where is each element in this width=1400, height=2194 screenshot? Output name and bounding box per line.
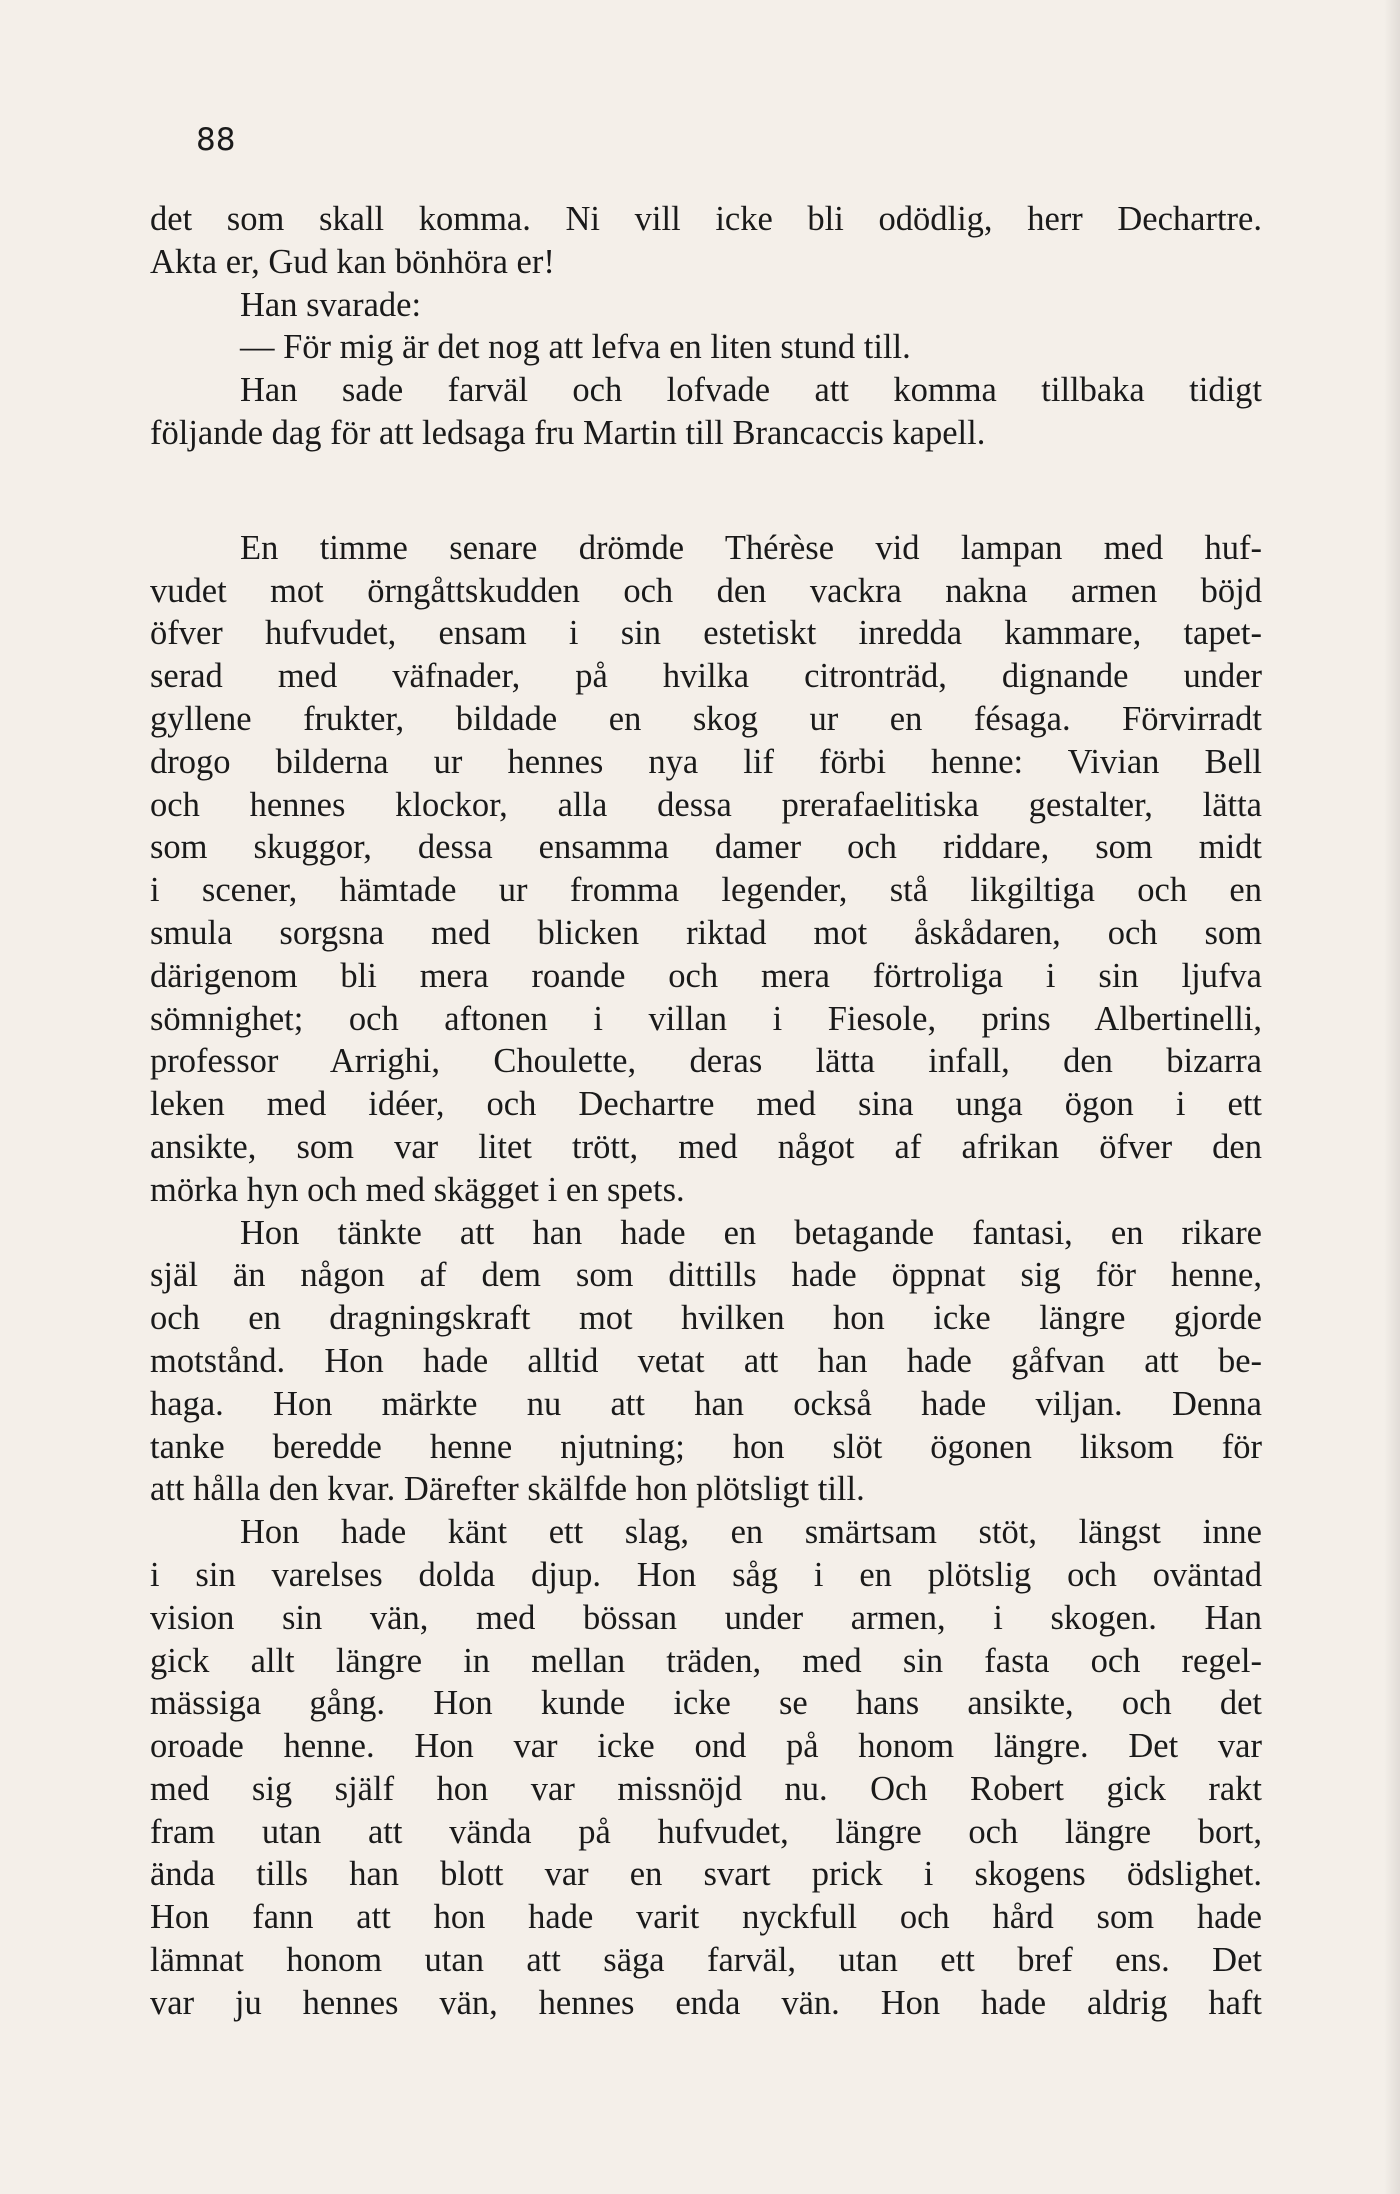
text-line: drogo bilderna ur hennes nya lif förbi henne: Vivian Bell bbox=[150, 742, 1262, 781]
paragraph bbox=[150, 326, 1262, 369]
text-line: vision sin vän, med bössan under armen, i skogen. Han bbox=[150, 1598, 1262, 1637]
text-line: oroade henne. Hon var icke ond på honom längre. Det var bbox=[150, 1727, 1262, 1766]
text-line: mässiga gång. Hon kunde icke se hans ansikte, och det bbox=[150, 1684, 1262, 1723]
body-text bbox=[150, 198, 1262, 2025]
text-line: att hålla den kvar. Därefter skälfde hon plötsligt till. bbox=[150, 1470, 865, 1509]
text-line: Akta er, Gud kan bönhöra er! bbox=[150, 242, 555, 281]
page-edge bbox=[1384, 0, 1400, 2194]
text-line: därigenom bli mera roande och mera förtroliga i sin ljufva bbox=[150, 956, 1262, 995]
text-line: vudet mot örngåttskudden och den vackra nakna armen böjd bbox=[150, 571, 1262, 610]
paragraph bbox=[150, 1212, 1262, 1512]
text-line: följande dag för att ledsaga fru Martin till Brancaccis kapell. bbox=[150, 413, 986, 452]
paragraph bbox=[150, 198, 1262, 284]
text-line: serad med väfnader, på hvilka citronträd, dignande under bbox=[150, 657, 1262, 696]
text-line: lämnat honom utan att säga farväl, utan ett bref ens. Det bbox=[150, 1941, 1262, 1980]
text-line: och en dragningskraft mot hvilken hon icke längre gjorde bbox=[150, 1299, 1262, 1338]
text-line: Han svarade: bbox=[240, 285, 422, 324]
text-line: haga. Hon märkte nu att han också hade viljan. Denna bbox=[150, 1384, 1262, 1423]
text-line: var ju hennes vän, hennes enda vän. Hon hade aldrig haft bbox=[150, 1983, 1262, 2022]
text-line: Hon tänkte att han hade en betagande fantasi, en rikare bbox=[240, 1213, 1262, 1252]
text-line: som skuggor, dessa ensamma damer och riddare, som midt bbox=[150, 828, 1262, 867]
section-break bbox=[150, 455, 1262, 527]
text-line: motstånd. Hon hade alltid vetat att han hade gåfvan att be- bbox=[150, 1341, 1262, 1380]
text-line: gyllene frukter, bildade en skog ur en fésaga. Förvirradt bbox=[150, 699, 1262, 738]
page-number: 88 bbox=[196, 122, 236, 158]
text-line: gick allt längre in mellan träden, med sin fasta och regel- bbox=[150, 1641, 1262, 1680]
text-line: Han sade farväl och lofvade att komma tillbaka tidigt bbox=[240, 371, 1262, 410]
text-line: sömnighet; och aftonen i villan i Fiesole, prins Albertinelli, bbox=[150, 999, 1262, 1038]
text-line: i scener, hämtade ur fromma legender, stå likgiltiga och en bbox=[150, 871, 1262, 910]
text-line: mörka hyn och med skägget i en spets. bbox=[150, 1170, 685, 1209]
text-line: professor Arrighi, Choulette, deras lätta infall, den bizarra bbox=[150, 1042, 1262, 1081]
text-line: och hennes klockor, alla dessa prerafaelitiska gestalter, lätta bbox=[150, 785, 1262, 824]
text-line: smula sorgsna med blicken riktad mot åskådaren, och som bbox=[150, 913, 1262, 952]
text-line: Hon fann att hon hade varit nyckfull och hård som hade bbox=[150, 1898, 1262, 1937]
text-line: ansikte, som var litet trött, med något af afrikan öfver den bbox=[150, 1127, 1262, 1166]
text-line: öfver hufvudet, ensam i sin estetiskt inredda kammare, tapet- bbox=[150, 614, 1262, 653]
paragraph bbox=[150, 284, 1262, 327]
text-line: tanke beredde henne njutning; hon slöt ögonen liksom för bbox=[150, 1427, 1262, 1466]
text-line: i sin varelses dolda djup. Hon såg i en plötslig och oväntad bbox=[150, 1555, 1262, 1594]
text-line: En timme senare drömde Thérèse vid lampan med huf- bbox=[240, 528, 1262, 567]
paragraph bbox=[150, 369, 1262, 455]
text-line: — För mig är det nog att lefva en liten stund till. bbox=[240, 328, 911, 367]
paragraph bbox=[150, 1511, 1262, 2025]
text-line: leken med idéer, och Dechartre med sina unga ögon i ett bbox=[150, 1085, 1262, 1124]
text-line: fram utan att vända på hufvudet, längre och längre bort, bbox=[150, 1812, 1262, 1851]
text-line: det som skall komma. Ni vill icke bli odödlig, herr Dechartre. bbox=[150, 200, 1262, 238]
text-line: med sig själf hon var missnöjd nu. Och Robert gick rakt bbox=[150, 1769, 1262, 1808]
text-line: själ än någon af dem som dittills hade öppnat sig för henne, bbox=[150, 1256, 1262, 1295]
text-line: ända tills han blott var en svart prick i skogens ödslighet. bbox=[150, 1855, 1262, 1894]
text-line: Hon hade känt ett slag, en smärtsam stöt, längst inne bbox=[240, 1513, 1262, 1552]
paragraph bbox=[150, 527, 1262, 1212]
